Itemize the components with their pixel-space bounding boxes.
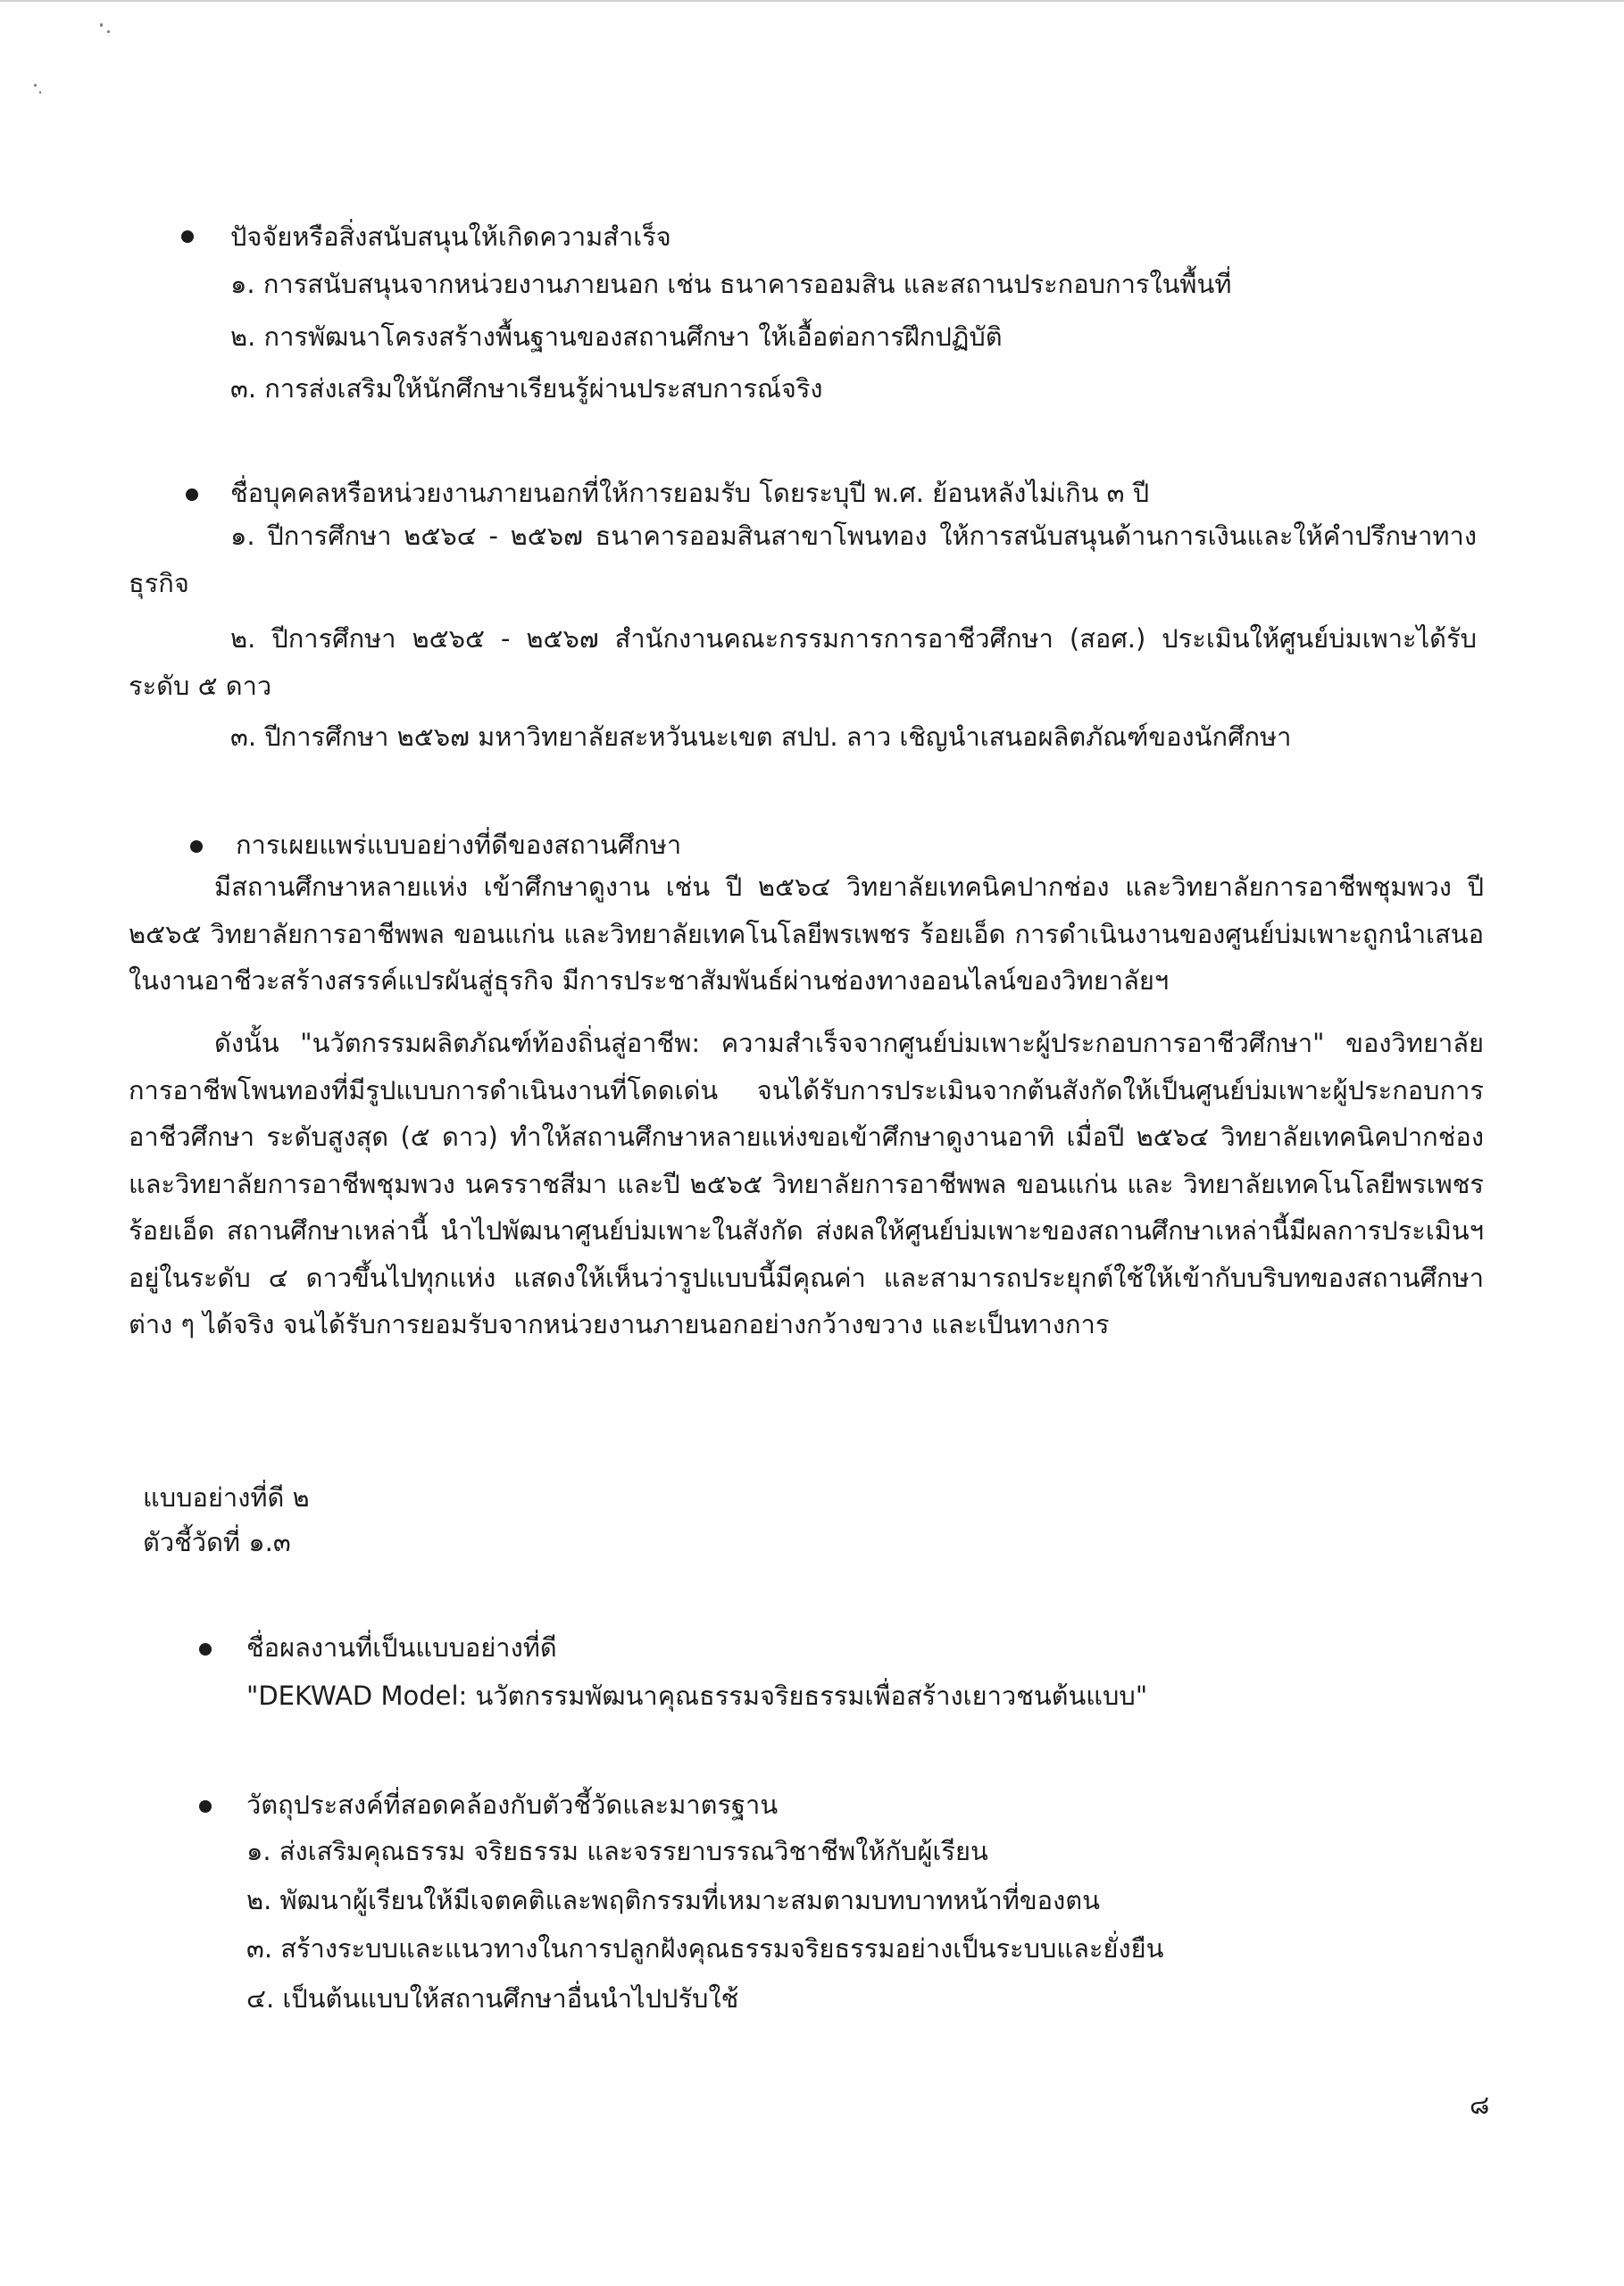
scan-speck: [100, 23, 103, 27]
list-item: ๓. การส่งเสริมให้นักศึกษาเรียนรู้ผ่านประสบการณ์จริง: [230, 373, 823, 404]
paragraph: ดังนั้น "นวัตกรรมผลิตภัณฑ์ท้องถิ่นสู่อาชีพ: ความสำเร็จจากศูนย์บ่มเพาะผู้ประกอบการอาชีวศึกษา" ของวิทยาลัยการอาชีพโพนทองที่มีรูปแบบการดำเนินงานที่โดดเด่น จนได้รับการประเมินจากต้นสังกัดให้เป็นศูนย์บ่มเพาะผู้ประกอบการอาชีวศึกษา ระดับสูงสุด (๕ ดาว) ทำให้สถานศึกษาหลายแห่งขอเข้าศึกษาดูงานอาทิ เมื่อปี ๒๕๖๔ วิทยาลัยเทคนิคปากช่อง และวิทยาลัยการอาชีพชุมพวง นครราชสีมา และปี ๒๕๖๕ วิทยาลัยการอาชีพพล ขอนแก่น และ วิทยาลัยเทคโนโลยีพรเพชร ร้อยเอ็ด สถานศึกษาเหล่านี้ นำไปพัฒนาศูนย์บ่มเพาะในสังกัด ส่งผลให้ศูนย์บ่มเพาะของสถานศึกษาเหล่านี้มีผลการประเมินฯ อยู่ในระดับ ๔ ดาวขึ้นไปทุกแห่ง แสดงให้เห็นว่ารูปแบบนี้มีคุณค่า และสามารถประยุกต์ใช้ให้เข้ากับบริบทของสถานศึกษาต่าง ๆ ได้จริง จนได้รับการยอมรับจากหน่วยงานภายนอกอย่างกว้างขวาง และเป็นทางการ: [129, 1028, 1484, 1339]
list-item: ๓. ปีการศึกษา ๒๕๖๗ มหาวิทยาลัยสะหวันนะเขต สปป. ลาว เชิญนำเสนอผลิตภัณฑ์ของนักศึกษา: [230, 722, 1292, 752]
list-item: ๓. สร้างระบบและแนวทางในการปลูกฝังคุณธรรมจริยธรรมอย่างเป็นระบบและยั่งยืน: [246, 1933, 1164, 1964]
bullet-icon: [199, 1800, 212, 1813]
list-item: ๒. พัฒนาผู้เรียนให้มีเจตคติและพฤติกรรมที่เหมาะสมตามบทบาทหน้าที่ของตน: [246, 1885, 1100, 1915]
list-item: ๑. การสนับสนุนจากหน่วยงานภายนอก เช่น ธนาคารออมสิน และสถานประกอบการในพื้นที่: [230, 269, 1232, 299]
list-item: ๔. เป็นต้นแบบให้สถานศึกษาอื่นนำไปปรับใช้: [246, 1983, 739, 2014]
bullet-icon: [199, 1643, 212, 1656]
bullet-icon: [186, 488, 198, 501]
example-title: แบบอย่างที่ดี ๒: [143, 1482, 310, 1513]
scan-speck: [107, 30, 110, 33]
list-item: ๒. ปีการศึกษา ๒๕๖๕ - ๒๕๖๗ สำนักงานคณะกรรมการการอาชีวศึกษา (สอศ.) ประเมินให้ศูนย์บ่มเพาะได้รับระดับ ๕ ดาว: [129, 623, 1477, 701]
scan-speck: [34, 84, 37, 87]
page-number: ๘: [1470, 2090, 1490, 2120]
list-item: ๑. ปีการศึกษา ๒๕๖๔ - ๒๕๖๗ ธนาคารออมสินสาขาโพนทอง ให้การสนับสนุนด้านการเงินและให้คำปรึกษาทางธุรกิจ: [129, 521, 1477, 598]
section-heading: ปัจจัยหรือสิ่งสนับสนุนให้เกิดความสำเร็จ: [230, 221, 671, 252]
section-heading: ชื่อบุคคลหรือหน่วยงานภายนอกที่ให้การยอมรับ โดยระบุปี พ.ศ. ย้อนหลังไม่เกิน ๓ ปี: [230, 478, 1150, 508]
practice-name: "DEKWAD Model: นวัตกรรมพัฒนาคุณธรรมจริยธรรมเพื่อสร้างเยาวชนต้นแบบ": [246, 1681, 1148, 1711]
indicator-label: ตัวชี้วัดที่ ๑.๓: [143, 1527, 291, 1557]
section-heading: การเผยแพร่แบบอย่างที่ดีของสถานศึกษา: [236, 830, 682, 860]
scan-speck: [39, 91, 41, 94]
paragraph: มีสถานศึกษาหลายแห่ง เข้าศึกษาดูงาน เช่น ปี ๒๕๖๔ วิทยาลัยเทคนิคปากช่อง และวิทยาลัยการอาชีพชุมพวง ปี ๒๕๖๕ วิทยาลัยการอาชีพพล ขอนแก่น และวิทยาลัยเทคโนโลยีพรเพชร ร้อยเอ็ด การดำเนินงานของศูนย์บ่มเพาะถูกนำเสนอในงานอาชีวะสร้างสรรค์แปรผันสู่ธุรกิจ มีการประชาสัมพันธ์ผ่านช่องทางออนไลน์ของวิทยาลัยฯ: [129, 872, 1484, 996]
list-item: ๒. การพัฒนาโครงสร้างพื้นฐานของสถานศึกษา ให้เอื้อต่อการฝึกปฏิบัติ: [230, 321, 1003, 352]
bullet-icon: [181, 230, 194, 243]
list-item: ๑. ส่งเสริมคุณธรรม จริยธรรม และจรรยาบรรณวิชาชีพให้กับผู้เรียน: [246, 1836, 988, 1866]
section-heading: วัตถุประสงค์ที่สอดคล้องกับตัวชี้วัดและมาตรฐาน: [246, 1790, 779, 1820]
bullet-icon: [190, 840, 203, 853]
section-heading: ชื่อผลงานที่เป็นแบบอย่างที่ดี: [246, 1632, 557, 1663]
